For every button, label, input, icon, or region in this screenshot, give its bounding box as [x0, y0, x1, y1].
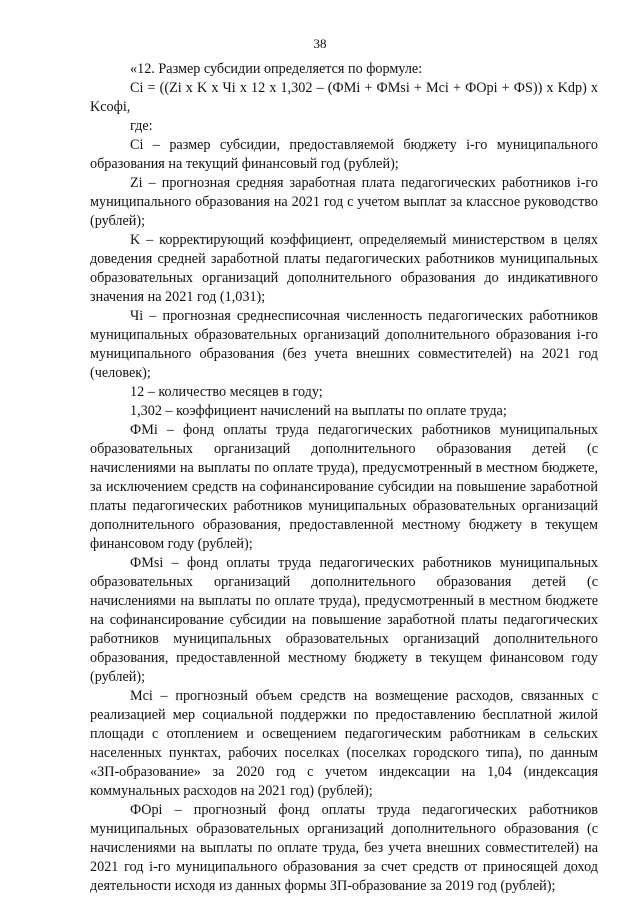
document-body — [90, 60, 598, 896]
paragraph-ci: Ci – размер субсидии, предоставляемой бюджету i-го муниципального образования на текущий финансовый год (рублей); — [90, 137, 598, 172]
paragraph-fmi: ФMi – фонд оплаты труда педагогических работников муниципальных образовательных организаций дополнительного образования детей (с начислениями на выплаты по оплате труда), предусмотренный в местном бюджете, за исключением средств на софинансирование субсидии на повышение заработной платы педагогических работников муниципальных образовательных организаций дополнительного образования, предоставленной местному бюджету в текущем финансовом году (рублей); — [90, 422, 598, 552]
page-number: 38 — [313, 36, 327, 51]
paragraph-k: K – корректирующий коэффициент, определяемый министерством в целях доведения средней заработной платы педагогических работников муниципальных образовательных организаций дополнительного образования до индикативного значения на 2021 год (1,031); — [90, 232, 598, 305]
paragraph-12: 12 – количество месяцев в году; — [130, 384, 323, 400]
paragraph-mci: Mci – прогнозный объем средств на возмещение расходов, связанных с реализацией мер социальной поддержки по предоставлению бесплатной жилой площади с отоплением и освещением педагогическим работникам в сельских населенных пунктах, рабочих поселках (поселках городского типа), по данным «ЗП-образование» за 2020 год с учетом индексации на 1,04 (индексация коммунальных расходов на 2021 год) (рублей); — [90, 688, 598, 799]
paragraph-fopi: ФOpi – прогнозный фонд оплаты труда педагогических работников муниципальных образовательных организаций дополнительного образования (с начислениями на выплаты по оплате труда, без учета внешних совместителей) на 2021 год i-го муниципального образования за счет средств от приносящей доход деятельности исходя из данных формы ЗП-образование за 2019 год (рублей); — [90, 802, 598, 894]
paragraph-where: где: — [130, 118, 153, 134]
paragraph-formula: Ci = ((Zi x K x Чi x 12 x 1,302 – (ФMi + ФMsi + Mci + ФOpi + ФS)) x Kdp) x Kcoфi, — [90, 80, 598, 115]
paragraph-1302: 1,302 – коэффициент начислений на выплаты по оплате труда; — [130, 403, 507, 419]
paragraph-chi: Чi – прогнозная среднесписочная численность педагогических работников муниципальных образовательных организаций дополнительного образования i-го муниципального образования (без учета внешних совместителей) на 2021 год (человек); — [90, 308, 598, 381]
paragraph-intro: «12. Размер субсидии определяется по формуле: — [130, 61, 423, 77]
paragraph-fmsi: ФMsi – фонд оплаты труда педагогических работников муниципальных образовательных организаций дополнительного образования детей (с начислениями на выплаты по оплате труда), предусмотренный в местном бюджете на софинансирование субсидии на повышение заработной платы педагогических работников муниципальных образовательных организаций дополнительного образования, предоставленной местному бюджету в текущем финансовом году (рублей); — [90, 555, 598, 685]
paragraph-zi: Zi – прогнозная средняя заработная плата педагогических работников i-го муниципального образования на 2021 год с учетом выплат за классное руководство (рублей); — [90, 175, 598, 229]
